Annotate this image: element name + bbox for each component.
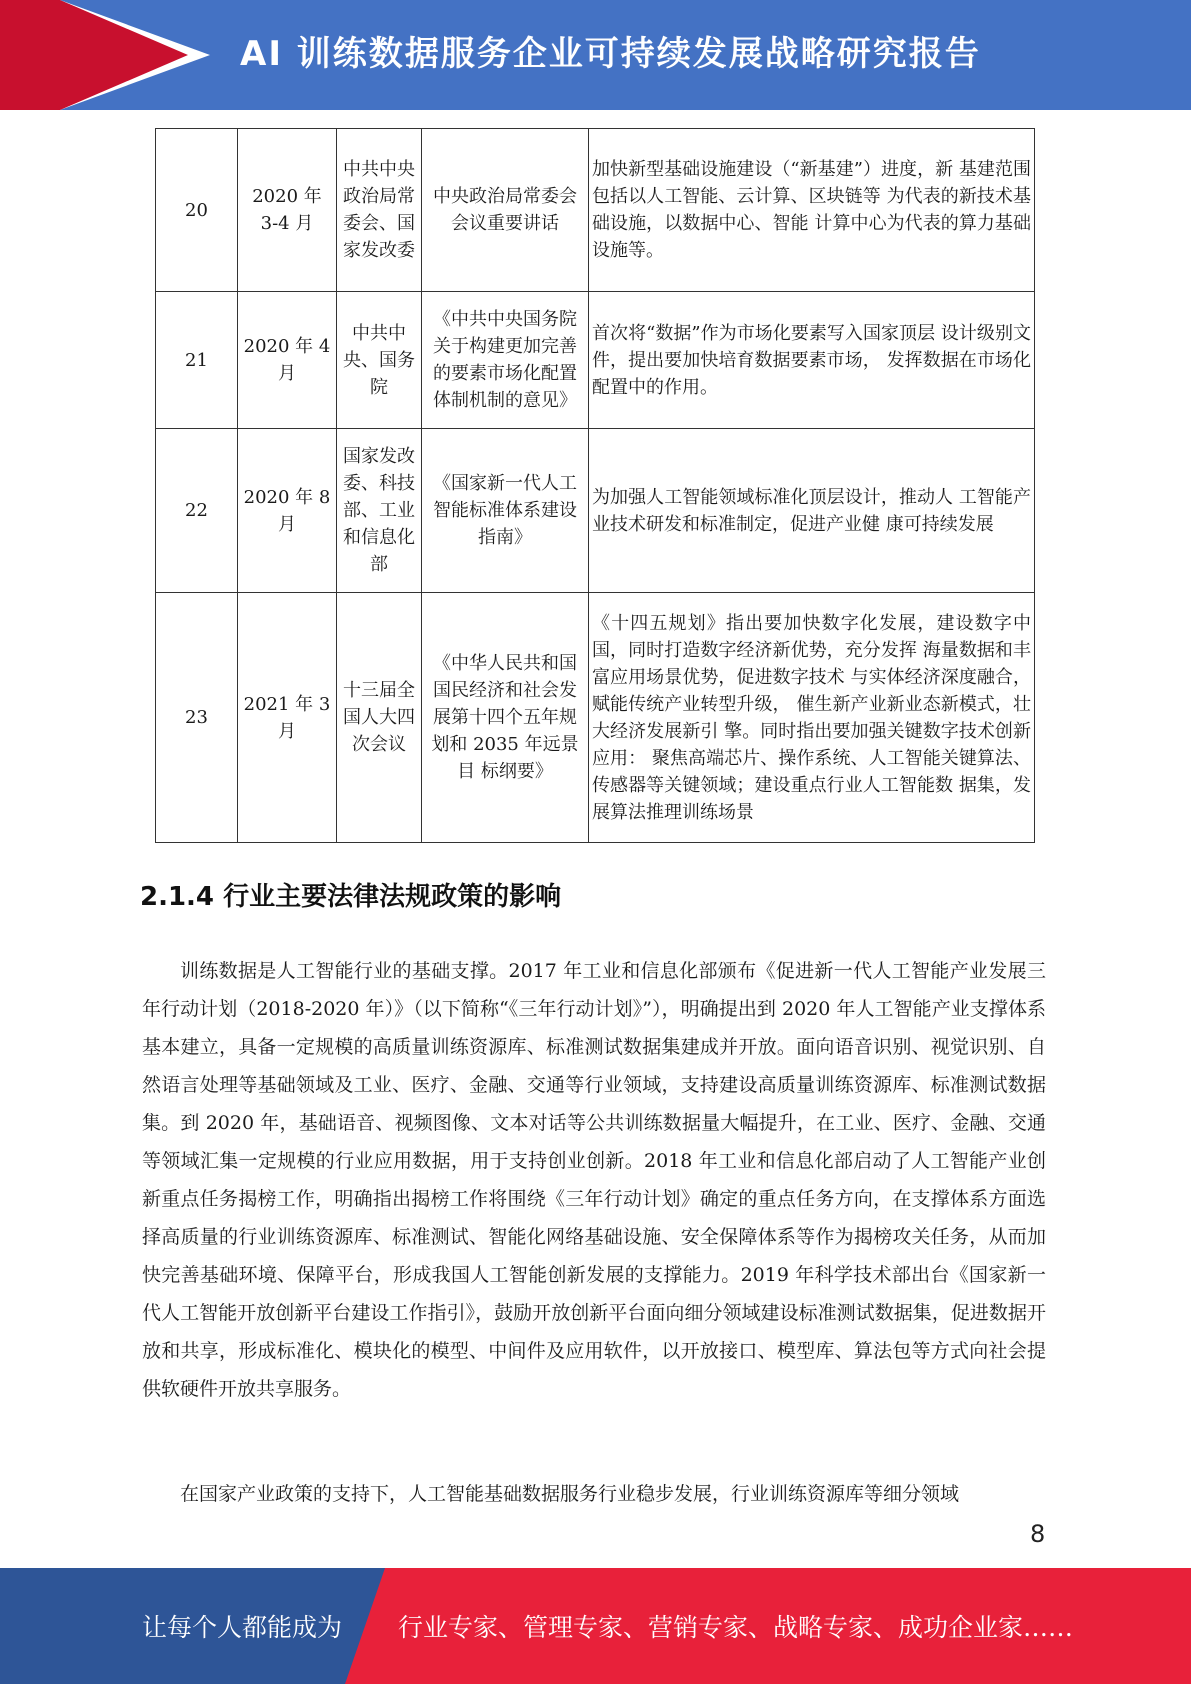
row-date: 2020 年 8 月: [238, 429, 337, 593]
row-org: 国家发改委、科技部、工业和信息化部: [337, 429, 422, 593]
header-arrow-red: [60, 0, 188, 110]
page-number: 8: [1030, 1520, 1046, 1548]
row-description: 加快新型基础设施建设（“新基建”）进度，新 基建范围包括以人工智能、云计算、区块链等 为代表的新技术基础设施，以数据中心、智能 计算中心为代表的算力基础设施等。: [589, 129, 1035, 292]
row-document: 《中共中央国务院关于构建更加完善的要素市场化配置体制机制的意见》: [422, 292, 589, 429]
section-heading: 2.1.4 行业主要法律法规政策的影响: [140, 882, 562, 912]
table-row: [156, 129, 1035, 292]
row-org: 中共中央、国务院: [337, 292, 422, 429]
footer-slogan-right: 行业专家、管理专家、营销专家、战略专家、成功企业家……: [398, 1613, 1074, 1642]
body-paragraph: 在国家产业政策的支持下，人工智能基础数据服务行业稳步发展，行业训练资源库等细分领域: [180, 1483, 960, 1505]
header-red-block: [0, 0, 60, 110]
body-paragraph: 训练数据是人工智能行业的基础支撑。2017 年工业和信息化部颁布《促进新一代人工智能产业发展三年行动计划（2018-2020 年）》（以下简称“《三年行动计划》”），明确提出到 2020 年人工智能产业支撑体系基本建立，具备一定规模的高质量训练资源库、标准测试数据集建成并开放。面向语音识别、视觉识别、自然语言处理等基础领域及工业、医疗、金融、交通等行业领域，支持建设高质量训练资源库、标准测试数据集。到 2020 年，基础语音、视频图像、文本对话等公共训练数据量大幅提升，在工业、医疗、金融、交通等领域汇集一定规模的行业应用数据，用于支持创业创新。2018 年工业和信息化部启动了人工智能产业创新重点任务揭榜工作，明确指出揭榜工作将围绕《三年行动计划》确定的重点任务方向，在支撑体系方面选择高质量的行业训练资源库、标准测试、智能化网络基础设施、安全保障体系等作为揭榜攻关任务，从而加快完善基础环境、保障平台，形成我国人工智能创新发展的支撑能力。2019 年科学技术部出台《国家新一代人工智能开放创新平台建设工作指引》，鼓励开放创新平台面向细分领域建设标准测试数据集，促进数据开放和共享，形成标准化、模块化的模型、中间件及应用软件，以开放接口、模型库、算法包等方式向社会提供软硬件开放共享服务。: [142, 960, 1046, 1400]
footer-slogan-left: 让每个人都能成为: [142, 1613, 343, 1642]
page-header: [0, 0, 1191, 110]
row-org: 中共中央政治局常委会、国家发改委: [337, 129, 422, 292]
row-number: 21: [156, 292, 238, 429]
row-description: 《十四五规划》指出要加快数字化发展，建设数字中国，同时打造数字经济新优势，充分发挥 海量数据和丰富应用场景优势，促进数字技术 与实体经济深度融合，赋能传统产业转型升级， 催生新产业新业态新模式，壮大经济发展新引 擎。同时指出要加强关键数字技术创新应用： 聚焦高端芯片、操作系统、人工智能关键算法、 传感器等关键领域；建设重点行业人工智能数 据集，发展算法推理训练场景: [589, 593, 1035, 843]
table-row: [156, 292, 1035, 429]
policy-table: [155, 128, 1035, 843]
row-number: 20: [156, 129, 238, 292]
row-number: 23: [156, 593, 238, 843]
row-date: 2020 年 3-4 月: [238, 129, 337, 292]
row-document: 中央政治局常委会会议重要讲话: [422, 129, 589, 292]
row-date: 2020 年 4 月: [238, 292, 337, 429]
row-org: 十三届全国人大四次会议: [337, 593, 422, 843]
report-title: AI 训练数据服务企业可持续发展战略研究报告: [240, 34, 981, 74]
table-row: [156, 593, 1035, 843]
row-document: 《中华人民共和国国民经济和社会发展第十四个五年规划和 2035 年远景目 标纲要》: [422, 593, 589, 843]
row-date: 2021 年 3 月: [238, 593, 337, 843]
page-footer: [0, 1568, 1191, 1684]
row-description: 首次将“数据”作为市场化要素写入国家顶层 设计级别文件，提出要加快培育数据要素市场， 发挥数据在市场化配置中的作用。: [589, 292, 1035, 429]
row-description: 为加强人工智能领域标准化顶层设计，推动人 工智能产业技术研发和标准制定，促进产业健 康可持续发展: [589, 429, 1035, 593]
row-document: 《国家新一代人工智能标准体系建设指南》: [422, 429, 589, 593]
row-number: 22: [156, 429, 238, 593]
table-row: [156, 429, 1035, 593]
